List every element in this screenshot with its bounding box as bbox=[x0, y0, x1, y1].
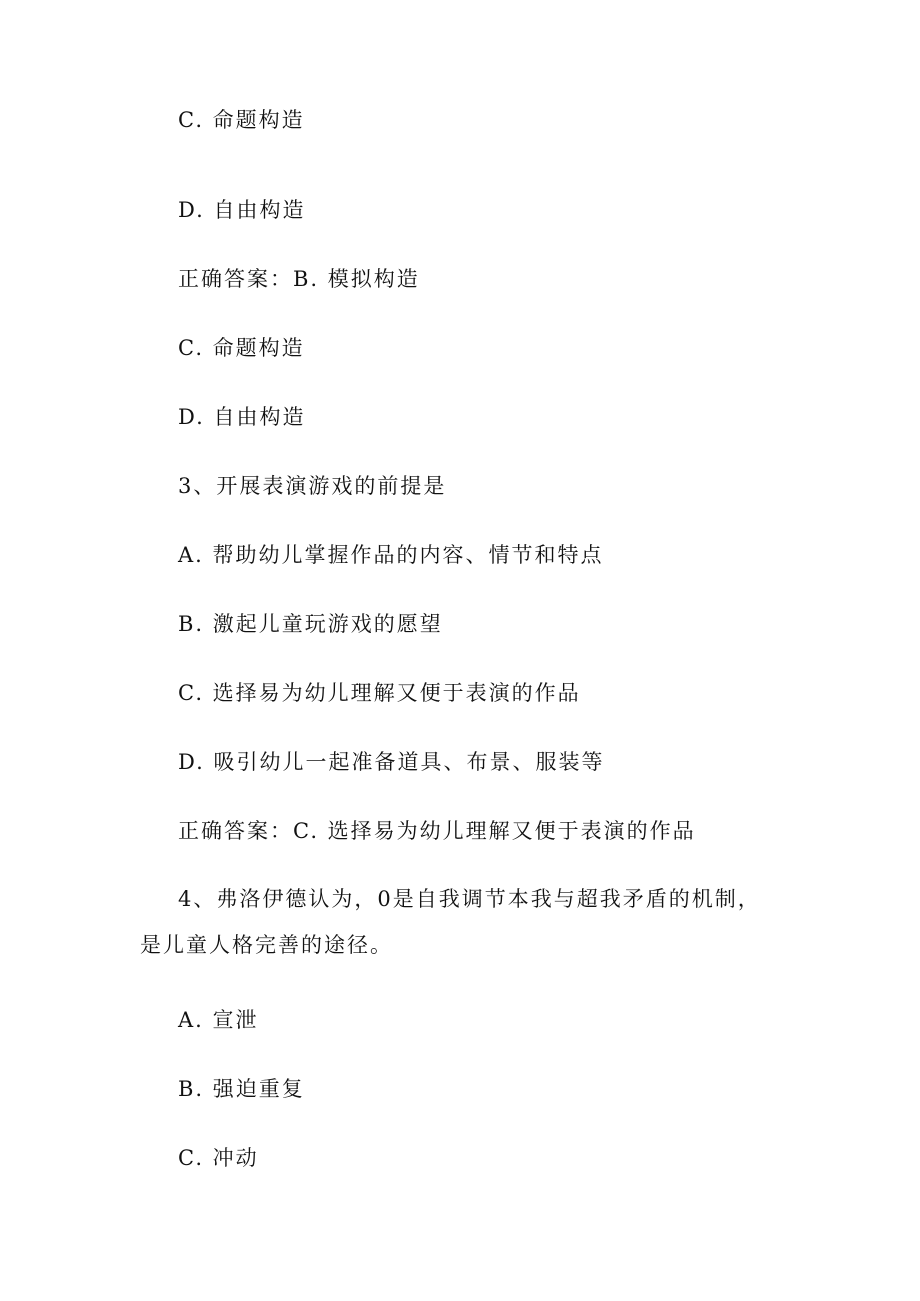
option-a: A. 宣泄 bbox=[178, 1008, 259, 1032]
option-c: C. 选择易为幼儿理解又便于表演的作品 bbox=[178, 681, 581, 705]
option-b: B. 强迫重复 bbox=[178, 1077, 305, 1101]
question-4: 4、弗洛伊德认为，0是自我调节本我与超我矛盾的机制，是儿童人格完善的途径。 bbox=[140, 887, 761, 957]
option-c: C. 冲动 bbox=[178, 1146, 259, 1170]
option-d: D. 吸引幼儿一起准备道具、布景、服装等 bbox=[178, 750, 605, 774]
option-a: A. 帮助幼儿掌握作品的内容、情节和特点 bbox=[178, 543, 604, 567]
option-b: B. 激起儿童玩游戏的愿望 bbox=[178, 612, 443, 636]
option-d: D. 自由构造 bbox=[178, 198, 306, 222]
option-d: D. 自由构造 bbox=[178, 405, 306, 429]
correct-answer: 正确答案：B. 模拟构造 bbox=[178, 267, 420, 291]
question-3: 3、开展表演游戏的前提是 bbox=[178, 474, 447, 498]
option-c: C. 命题构造 bbox=[178, 108, 305, 132]
option-c: C. 命题构造 bbox=[178, 336, 305, 360]
correct-answer: 正确答案：C. 选择易为幼儿理解又便于表演的作品 bbox=[178, 819, 696, 843]
